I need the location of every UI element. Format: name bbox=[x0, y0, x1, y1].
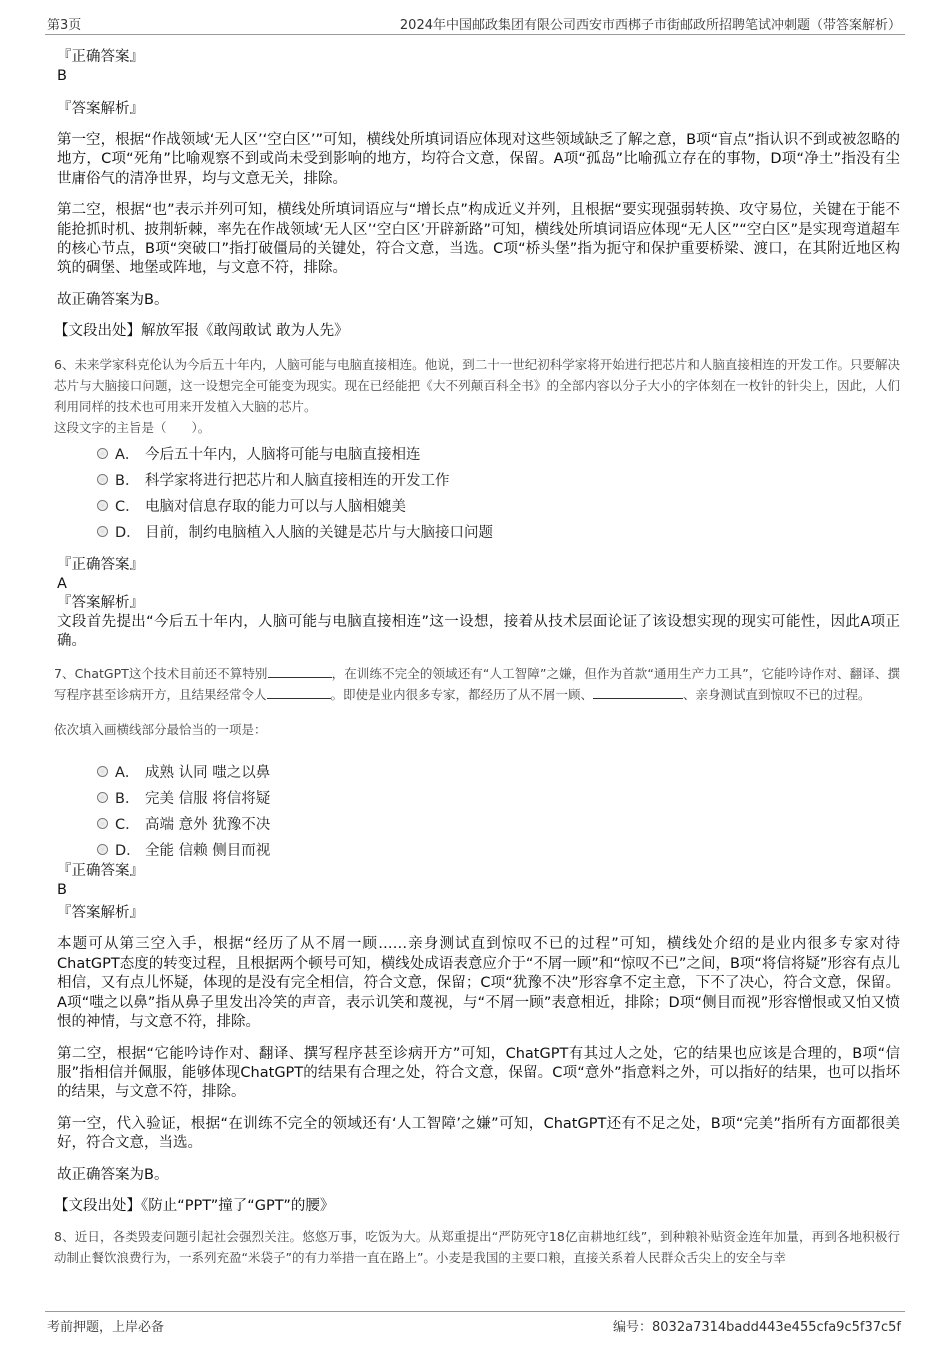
q6-answer-block bbox=[57, 556, 900, 613]
option-letter: C． bbox=[115, 817, 140, 834]
question-stem: 6、未来学家科克伦认为今后五十年内，人脑可能与电脑直接相连。他说，到二十一世纪初科学家将开始进行把芯片和人脑直接相连的开发工作。只要解决芯片与大脑接口问题，这一设想完全可能变为现实。现在已经能把《大不列颠百科全书》的全部内容以分子大小的字体刻在一枚针的针尖上，因此，人们利用同样的技术也可用来开发植入大脑的芯片。 bbox=[54, 356, 900, 414]
analysis-paragraph: 本题可从第三空入手，根据“经历了从不屑一顾……亲身测试直到惊叹不已的过程”可知，横线处介绍的是业内很多专家对待ChatGPT态度的转变过程，且根据两个顿号可知，横线处成语表意应介于“不屑一顾”和“惊叹不已”之间，B项“将信将疑”形容有点儿相信，又有点儿怀疑，体现的是没有完全相信，符合文意，保留；C项“犹豫不决”形容拿不定主意，下不了决心，符合文意，保留。A项“嗤之以鼻”指从鼻子里发出冷笑的声音，表示讥笑和蔑视，与“不屑一顾”表意相近，排除；D项“侧目而视”形容憎恨或又怕又愤恨的神情，与文意不符，排除。 bbox=[57, 936, 900, 1031]
option-text: 电脑对信息存取的能力可以与人脑相媲美 bbox=[145, 498, 406, 515]
radio-icon[interactable] bbox=[97, 818, 108, 829]
option-letter: A． bbox=[115, 446, 140, 463]
answer-value: B bbox=[57, 882, 67, 899]
fill-blank bbox=[268, 665, 332, 678]
radio-icon[interactable] bbox=[97, 448, 108, 459]
footer-slogan: 考前押题，上岸必备 bbox=[47, 1320, 165, 1335]
option-a[interactable] bbox=[57, 758, 900, 784]
option-text: 高端 意外 犹豫不决 bbox=[145, 817, 271, 834]
analysis-paragraph: 文段首先提出“今后五十年内，人脑可能与电脑直接相连”这一设想，接着从技术层面论证了该设想实现的现实可能性，因此A项正确。 bbox=[57, 613, 900, 650]
option-letter: C． bbox=[115, 498, 140, 515]
page-header bbox=[45, 14, 905, 35]
fill-blank bbox=[267, 686, 331, 699]
option-text: 完美 信服 将信将疑 bbox=[145, 791, 271, 808]
conclusion: 故正确答案为B。 bbox=[57, 1166, 169, 1183]
analysis-paragraph: 第一空，代入验证，根据“在训练不完全的领域还有‘人工智障’之嫌”可知，ChatGPT还有不足之处，B项“完美”指所有方面都很美好，符合文意，当选。 bbox=[57, 1115, 900, 1152]
answer-label: 『正确答案』 bbox=[57, 556, 144, 573]
analysis-paragraph: 第二空，根据“它能吟诗作对、翻译、撰写程序甚至诊病开方”可知，ChatGPT有其过人之处，它的结果也应该是合理的，B项“信服”指相信并佩服，能够体现ChatGPT的结果有合理之处，符合文意，保留。C项“意外”指意料之外，可以指好的结果，也可以指坏的结果，与文意不符，排除。 bbox=[57, 1045, 900, 1101]
option-text: 今后五十年内，人脑将可能与电脑直接相连 bbox=[145, 446, 421, 463]
radio-icon[interactable] bbox=[97, 526, 108, 537]
radio-icon[interactable] bbox=[97, 844, 108, 855]
analysis-label: 『答案解析』 bbox=[57, 905, 144, 922]
analysis-label: 『答案解析』 bbox=[57, 101, 144, 117]
option-a[interactable] bbox=[57, 440, 900, 466]
option-text: 目前，制约电脑植入人脑的关键是芯片与大脑接口问题 bbox=[145, 524, 493, 541]
source-citation: 【文段出处】解放军报《敢闯敢试 敢为人先》 bbox=[54, 323, 349, 340]
stem-text: 、亲身测试直到惊叹不已的过程。 bbox=[683, 687, 871, 703]
option-letter: D． bbox=[115, 843, 141, 860]
radio-icon[interactable] bbox=[97, 766, 108, 777]
option-c[interactable] bbox=[57, 492, 900, 518]
option-d[interactable] bbox=[57, 518, 900, 544]
answer-value: B bbox=[57, 68, 67, 84]
page-content bbox=[54, 48, 900, 1268]
radio-icon[interactable] bbox=[97, 474, 108, 485]
option-letter: D． bbox=[115, 524, 141, 541]
option-d[interactable] bbox=[57, 836, 900, 862]
option-text: 成熟 认同 嗤之以鼻 bbox=[145, 765, 271, 782]
analysis-label: 『答案解析』 bbox=[57, 594, 144, 611]
document-id: 编号：8032a7314badd443e455cfa9c5f37c5f bbox=[613, 1320, 901, 1335]
question-stem: 8、近日，各类毁麦问题引起社会强烈关注。悠悠万事，吃饭为大。从郑重提出“严防死守18亿亩耕地红线”，到种粮补贴资金连年加量，再到各地积极行动制止餐饮浪费行为，一系列充盈“米袋子”的有力举措一直在路上”。小麦是我国的主要口粮，直接关系着人民群众舌尖上的安全与幸 bbox=[54, 1229, 900, 1266]
question-prompt: 这段文字的主旨是（ ）。 bbox=[54, 419, 211, 435]
answer-label: 『正确答案』 bbox=[57, 863, 144, 880]
option-letter: A． bbox=[115, 765, 140, 782]
answer-value: A bbox=[57, 575, 67, 592]
q6-options bbox=[57, 440, 900, 544]
option-b[interactable] bbox=[57, 466, 900, 492]
analysis-paragraph: 第一空，根据“作战领域‘无人区’‘空白区’”可知，横线处所填词语应体现对这些领域缺乏了解之意，B项“盲点”指认识不到或被忽略的地方，C项“死角”比喻观察不到或尚未受到影响的地方，均符合文意，保留。A项“孤岛”比喻孤立存在的事物，D项“净土”指没有尘世庸俗气的清净世界，均与文意无关，排除。 bbox=[57, 132, 900, 187]
option-b[interactable] bbox=[57, 784, 900, 810]
option-c[interactable] bbox=[57, 810, 900, 836]
question-prompt: 依次填入画横线部分最恰当的一项是： bbox=[54, 722, 267, 738]
document-title: 2024年中国邮政集团有限公司西安市西梆子市街邮政所招聘笔试冲刺题（带答案解析） bbox=[399, 18, 901, 33]
conclusion: 故正确答案为B。 bbox=[57, 291, 169, 308]
fill-blank bbox=[593, 686, 683, 699]
page-footer bbox=[45, 1311, 905, 1335]
radio-icon[interactable] bbox=[97, 500, 108, 511]
option-letter: B． bbox=[115, 791, 140, 808]
stem-text: ，在训练不完全的领域还有“人工智障”之嫌，但作为首款“通用生产力工具”，它能吟诗作对、翻译、撰写程序甚至诊病开方，且结果经常令人 bbox=[54, 666, 900, 703]
analysis-paragraph: 第二空，根据“也”表示并列可知，横线处所填词语应与“增长点”构成近义并列，且根据“要实现强弱转换、攻守易位，关键在于能不能抢抓时机、披荆斩棘，率先在作战领域‘无人区’‘空白区’开辟新路”可知，横线处所填词语应体现“无人区”“空白区”是实现弯道超车的核心节点，B项“突破口”指打破僵局的关键处，符合文意，当选。C项“桥头堡”指为扼守和保护重要桥梁、渡口，在其附近地区构筑的碉堡、地堡或阵地，与文意不符，排除。 bbox=[57, 202, 900, 277]
option-text: 科学家将进行把芯片和人脑直接相连的开发工作 bbox=[145, 472, 450, 489]
radio-icon[interactable] bbox=[97, 792, 108, 803]
stem-text: 。即使是业内很多专家，都经历了从不屑一顾、 bbox=[330, 687, 594, 703]
question-stem bbox=[54, 663, 900, 705]
source-citation: 【文段出处】《防止“PPT”撞了“GPT”的腰》 bbox=[54, 1197, 335, 1214]
stem-text: 7、ChatGPT这个技术目前还不算特别 bbox=[54, 666, 268, 682]
answer-label: 『正确答案』 bbox=[57, 49, 144, 65]
option-letter: B． bbox=[115, 472, 140, 489]
page-number: 第3页 bbox=[47, 18, 82, 33]
q7-options bbox=[57, 758, 900, 862]
q7-answer-block bbox=[57, 862, 900, 923]
option-text: 全能 信赖 侧目而视 bbox=[145, 843, 271, 860]
q5-answer-block bbox=[57, 48, 900, 119]
